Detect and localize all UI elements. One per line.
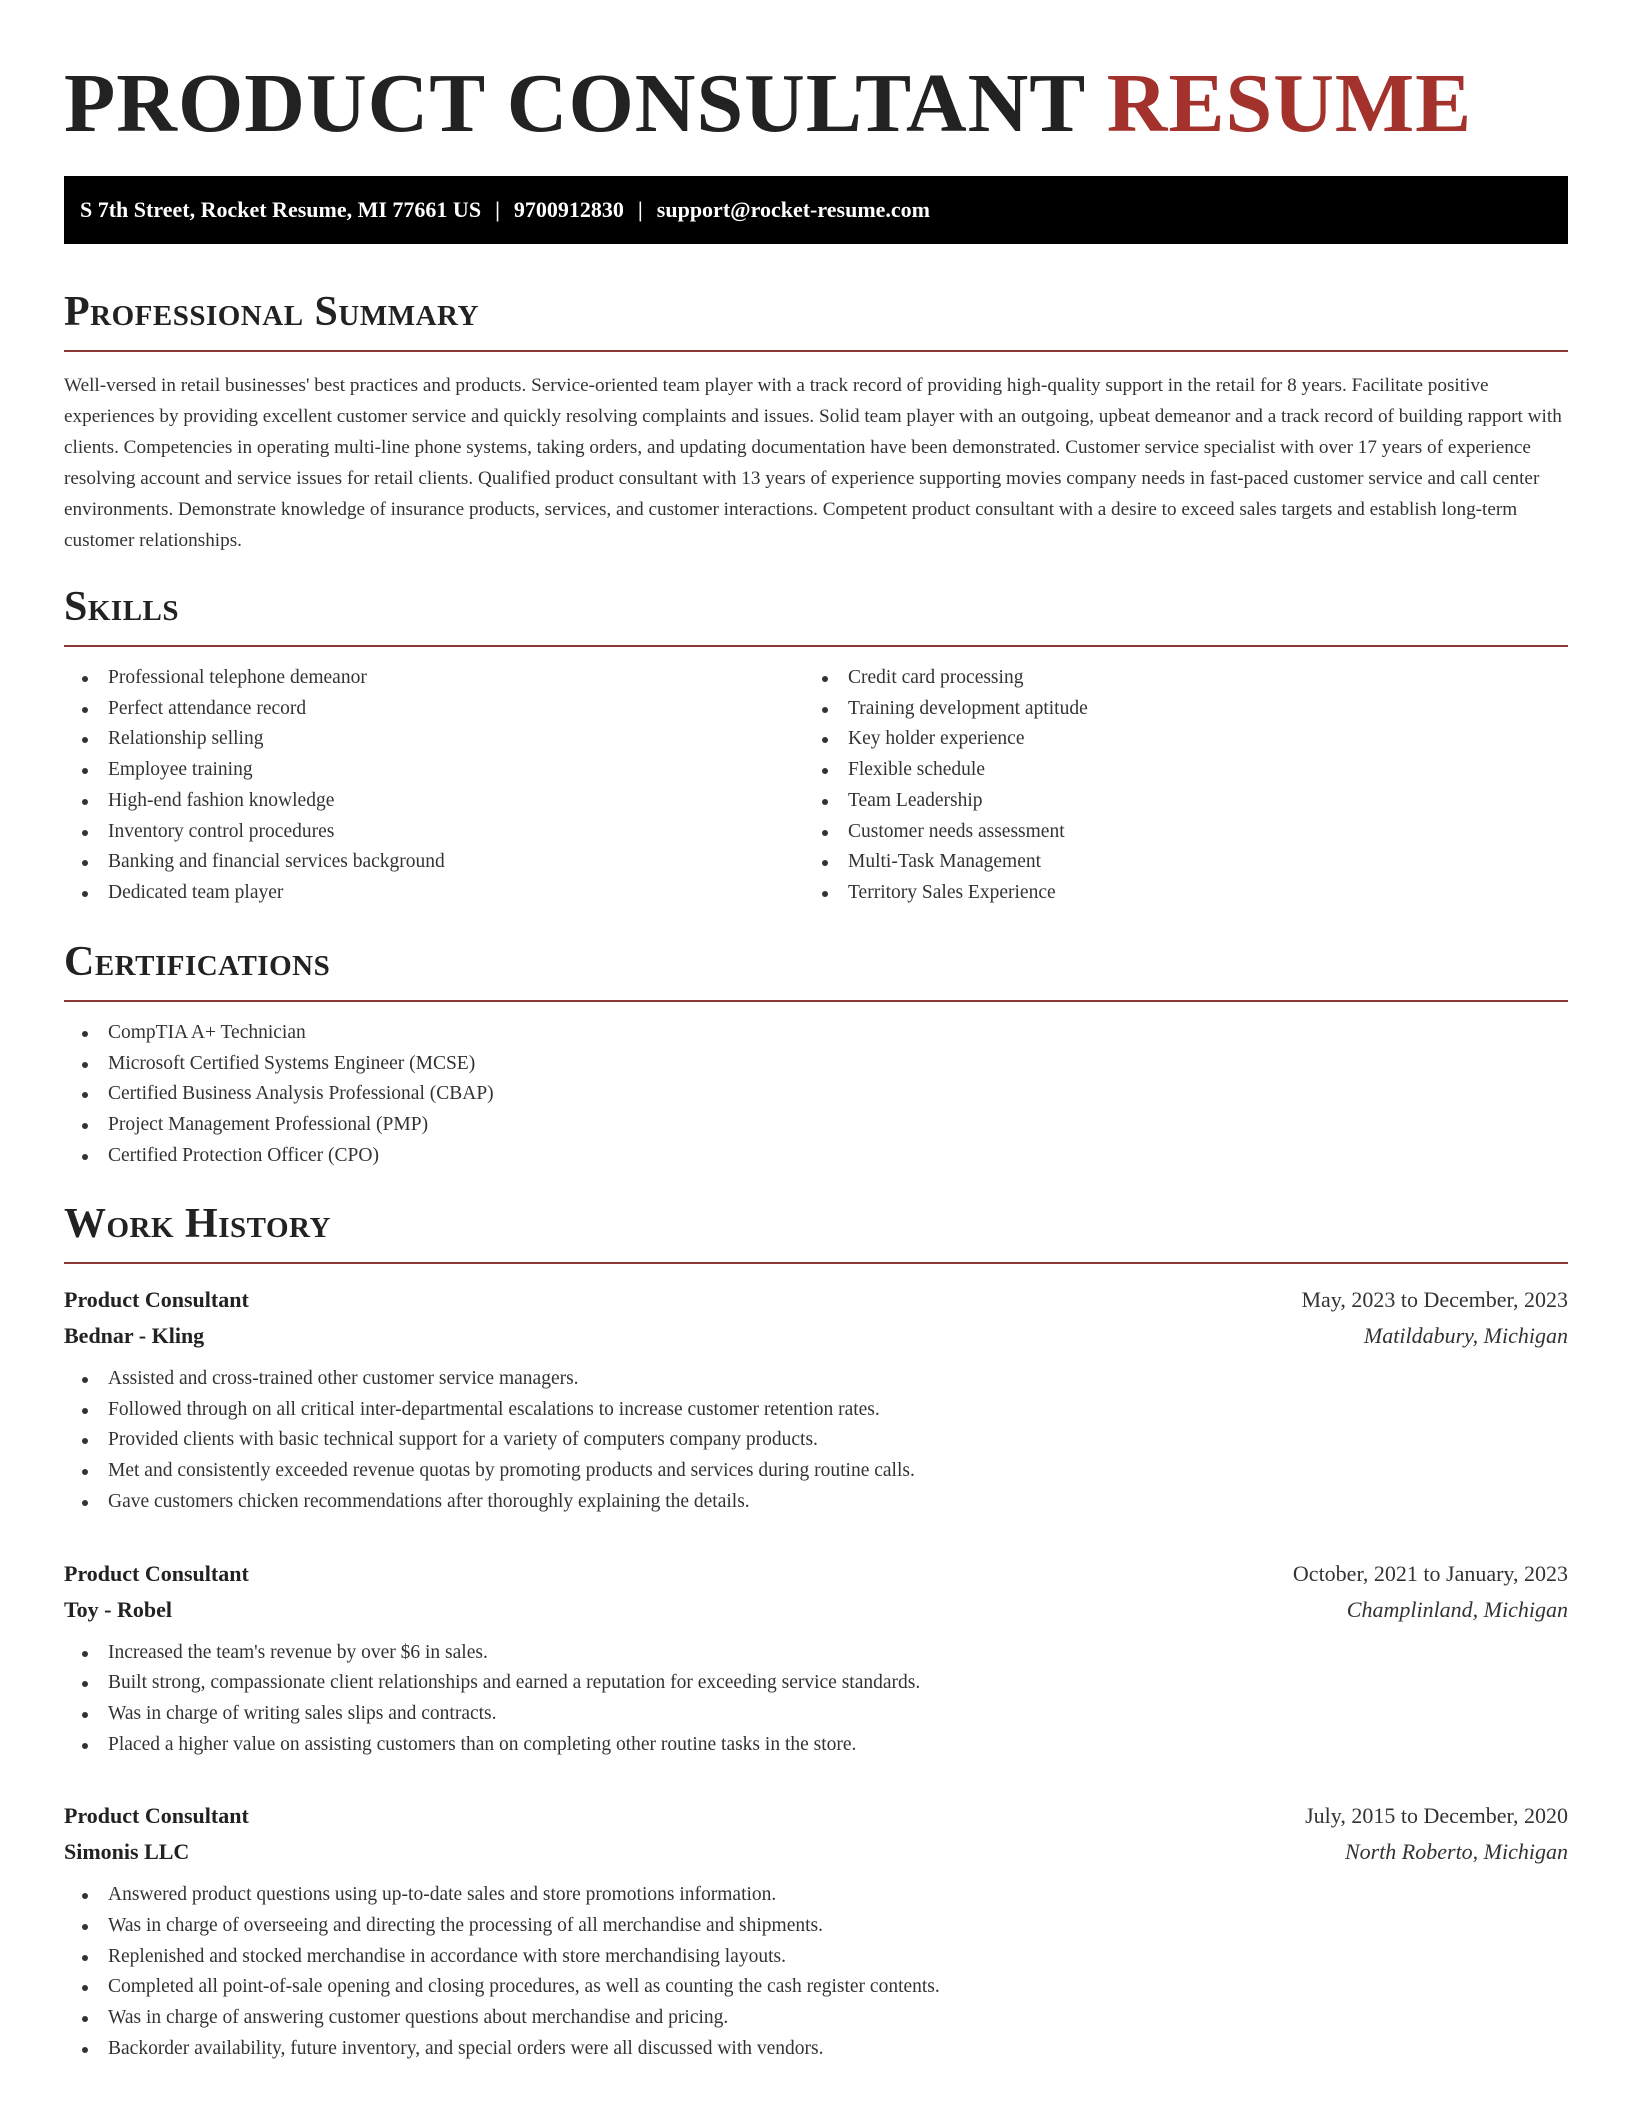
resume-title [64, 58, 1472, 150]
certifications-heading: Certifications [64, 939, 331, 985]
skill-item: Team Leadership [804, 786, 1544, 817]
skills-heading: Skills [64, 584, 180, 630]
job-dates: October, 2021 to January, 2023 [1292, 1560, 1568, 1586]
job-company: Toy - Robel [64, 1596, 172, 1622]
skills-section [64, 583, 1568, 909]
certifications-list [64, 1018, 1568, 1172]
job-duty-item: Backorder availability, future inventory, and special orders were all discussed with vendors. [64, 2034, 1568, 2065]
skill-item: Credit card processing [804, 663, 1544, 694]
contact-phone: 9700912830 [513, 197, 624, 222]
job-duty-item: Assisted and cross-trained other customer service managers. [64, 1364, 1568, 1395]
work-history-heading: Work History [64, 1201, 331, 1247]
certification-item: Certified Protection Officer (CPO) [64, 1141, 1568, 1172]
skill-item: Training development aptitude [804, 694, 1544, 725]
work-history-section [64, 1200, 1568, 2065]
job-duty-item: Provided clients with basic technical support for a variety of computers company products. [64, 1425, 1568, 1456]
job-title: Product Consultant [64, 1803, 249, 1829]
section-divider [64, 350, 1568, 352]
skill-item: Territory Sales Experience [804, 878, 1544, 909]
job-duty-item: Was in charge of answering customer questions about merchandise and pricing. [64, 2003, 1568, 2034]
section-divider [64, 1000, 1568, 1002]
job-duties-list [64, 1364, 1568, 1518]
job-entry [64, 1556, 1568, 1761]
job-duty-item: Completed all point-of-sale opening and closing procedures, as well as counting the cash register contents. [64, 1972, 1568, 2003]
job-subheader-row [64, 1592, 1568, 1628]
job-subheader-row [64, 1834, 1568, 1870]
job-company: Bednar - Kling [64, 1323, 205, 1348]
certification-item: Project Management Professional (PMP) [64, 1110, 1568, 1141]
title-accent: RESUME [1106, 57, 1473, 150]
job-dates: July, 2015 to December, 2020 [1305, 1803, 1568, 1829]
contact-separator: | [637, 197, 643, 222]
job-duty-item: Gave customers chicken recommendations after thoroughly explaining the details. [64, 1487, 1568, 1518]
job-location: Matildabury, Michigan [1363, 1323, 1568, 1348]
job-duty-item: Built strong, compassionate client relationships and earned a reputation for exceeding service standards. [64, 1668, 1568, 1699]
skill-item: Multi-Task Management [804, 847, 1544, 878]
skill-item: Customer needs assessment [804, 817, 1544, 848]
skill-item: Relationship selling [64, 724, 804, 755]
job-duty-item: Was in charge of writing sales slips and contracts. [64, 1699, 1568, 1730]
job-header-row [64, 1798, 1568, 1834]
job-duty-item: Was in charge of overseeing and directing the processing of all merchandise and shipments. [64, 1911, 1568, 1942]
certification-item: CompTIA A+ Technician [64, 1018, 1568, 1049]
job-header-row [64, 1556, 1568, 1592]
job-header-row [64, 1282, 1568, 1318]
skill-item: Employee training [64, 755, 804, 786]
skills-columns [64, 647, 1568, 909]
job-duties-list [64, 1638, 1568, 1761]
job-duty-item: Met and consistently exceeded revenue quotas by promoting products and services during routine calls. [64, 1456, 1568, 1487]
job-duty-item: Placed a higher value on assisting customers than on completing other routine tasks in the store. [64, 1730, 1568, 1761]
job-dates: May, 2023 to December, 2023 [1301, 1287, 1568, 1312]
job-title: Product Consultant [64, 1560, 249, 1586]
certifications-section [64, 938, 1568, 1172]
job-duty-item: Replenished and stocked merchandise in accordance with store merchandising layouts. [64, 1942, 1568, 1973]
skill-item: High-end fashion knowledge [64, 786, 804, 817]
job-entry [64, 1282, 1568, 1518]
job-company: Simonis LLC [64, 1839, 190, 1865]
job-subheader-row [64, 1318, 1568, 1354]
contact-bar [64, 176, 1568, 244]
skill-item: Dedicated team player [64, 878, 804, 909]
job-title: Product Consultant [64, 1287, 249, 1312]
skill-item: Key holder experience [804, 724, 1544, 755]
jobs-list [64, 1282, 1568, 2065]
skill-item: Inventory control procedures [64, 817, 804, 848]
job-duty-item: Increased the team's revenue by over $6 in sales. [64, 1638, 1568, 1669]
section-divider [64, 1262, 1568, 1264]
certification-item: Certified Business Analysis Professional (CBAP) [64, 1079, 1568, 1110]
skills-list-right [804, 663, 1544, 909]
certification-item: Microsoft Certified Systems Engineer (MCSE) [64, 1049, 1568, 1080]
job-duty-item: Followed through on all critical inter-departmental escalations to increase customer retention rates. [64, 1395, 1568, 1426]
contact-email[interactable]: support@rocket-resume.com [656, 197, 930, 222]
skill-item: Perfect attendance record [64, 694, 804, 725]
summary-section [64, 288, 1568, 556]
job-entry [64, 1798, 1568, 2064]
summary-text: Well-versed in retail businesses' best practices and products. Service-oriented team player with a track record of providing high-quality support in the retail for 8 years. Facilitate positive experiences by providing excellent customer service and quickly resolving complaints and issues. Solid team player with an outgoing, upbeat demeanor and a track record of building rapport with clients. Competencies in operating multi-line phone systems, taking orders, and updating documentation have been demonstrated. Customer service specialist with over 17 years of experience resolving account and service issues for retail clients. Qualified product consultant with 13 years of experience supporting movies company needs in fast-paced customer service and call center environments. Demonstrate knowledge of insurance products, services, and customer interactions. Competent product consultant with a desire to exceed sales targets and establish long-term customer relationships. [64, 375, 1562, 551]
skills-list-left [64, 663, 804, 909]
job-location: North Roberto, Michigan [1344, 1839, 1568, 1865]
skill-item: Flexible schedule [804, 755, 1544, 786]
job-duty-item: Answered product questions using up-to-date sales and store promotions information. [64, 1880, 1568, 1911]
contact-separator: | [495, 197, 500, 222]
contact-address: S 7th Street, Rocket Resume, MI 77661 US [80, 197, 482, 222]
job-duties-list [64, 1880, 1568, 2064]
skill-item: Professional telephone demeanor [64, 663, 804, 694]
skill-item: Banking and financial services background [64, 847, 804, 878]
summary-heading: Professional Summary [64, 289, 479, 335]
title-main: PRODUCT CONSULTANT [64, 57, 1085, 150]
job-location: Champlinland, Michigan [1346, 1596, 1568, 1622]
